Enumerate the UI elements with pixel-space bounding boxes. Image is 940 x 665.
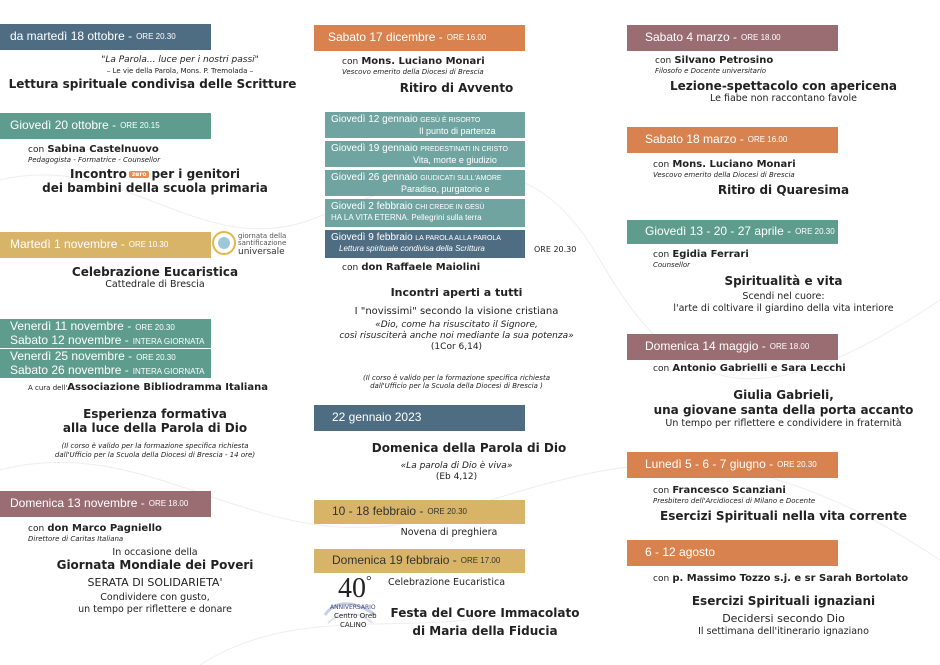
session-date: Giovedì 19 gennaio — [331, 143, 418, 154]
speaker-name: Silvano Petrosino — [674, 55, 774, 66]
con-label: con — [342, 263, 359, 273]
event-bar — [627, 220, 838, 244]
event-date: 10 - 18 febbraio - — [332, 504, 424, 519]
speaker-name: p. Massimo Tozzo s.j. e sr Sarah Bortolato — [672, 573, 909, 584]
event-date: Sabato 17 dicembre - — [328, 30, 443, 45]
speaker-role: Pedagogista - Formatrice - Counsellor — [28, 156, 161, 164]
event-title: Festa del Cuore Immacolato — [390, 606, 580, 620]
speaker — [653, 485, 786, 496]
session-bar — [325, 230, 525, 258]
session-bar — [325, 170, 525, 196]
event-bar — [314, 549, 525, 573]
event-bar — [314, 500, 525, 524]
event-line: SERATA DI SOLIDARIETA' — [87, 576, 223, 589]
event-subtitle: Un tempo per riflettere e condividere in fraternità — [665, 418, 902, 429]
event-bar — [627, 540, 838, 566]
event-time: ORE 18.00 — [741, 33, 781, 43]
event-time: ORE 18.00 — [148, 499, 189, 509]
con-label: con — [653, 250, 670, 260]
event-date: Sabato 18 marzo - — [645, 132, 744, 147]
session-date: Giovedì 26 gennaio — [331, 172, 418, 183]
event-subtitle: l'arte di coltivare il giardino della vita interiore — [673, 303, 894, 314]
event-title: Domenica della Parola di Dio — [371, 441, 567, 455]
anniversary-number — [338, 575, 372, 603]
event-time: ORE 20.30 — [777, 460, 817, 470]
zero-badge: zero — [129, 171, 150, 178]
con-label: con — [342, 57, 359, 67]
speaker — [342, 262, 480, 273]
event-quote: così risusciterà anche noi mediante la sua potenza» — [339, 331, 574, 341]
event-time: ORE 18.00 — [769, 342, 810, 352]
event-time: ORE 20.30 — [795, 227, 835, 237]
course-note: (Il corso è valido per la formazione specifica richiesta — [61, 442, 249, 450]
speaker-role: Vescovo emerito della Diocesi di Brescia — [653, 171, 795, 179]
event-date: Domenica 13 novembre - — [10, 496, 145, 511]
con-label: con — [653, 574, 670, 584]
event-title-line2: dei bambini della scuola primaria — [42, 181, 268, 195]
event-title: Esercizi Spirituali ignaziani — [691, 594, 876, 608]
event-subtitle: – Le vie della Parola, Mons. P. Tremolada – — [106, 67, 254, 75]
event-time: ORE 20.30 — [427, 507, 467, 517]
event-title — [0, 167, 310, 181]
event-date: Venerdì 25 novembre - — [10, 348, 133, 363]
speaker — [653, 249, 749, 260]
event-line: Condividere con gusto, — [100, 592, 210, 603]
event-bar — [627, 127, 838, 153]
event-line: un tempo per riflettere e donare — [78, 604, 232, 615]
session-date: Giovedì 2 febbraio — [331, 201, 413, 212]
session-date: Giovedì 12 gennaio — [331, 114, 418, 125]
session-subtitle: Paradiso, purgatorio e — [401, 184, 490, 194]
speaker — [653, 159, 796, 170]
event-date: Domenica 19 febbraio - — [332, 553, 457, 568]
speaker-role: Counsellor — [653, 261, 691, 269]
organizer — [28, 382, 268, 393]
session-bar — [325, 199, 525, 227]
event-quote-ref: (Eb 4,12) — [435, 472, 478, 482]
session-bar — [325, 112, 525, 138]
event-title: Spiritualità e vita — [724, 274, 843, 288]
event-title: Lettura spirituale condivisa delle Scritture — [8, 77, 297, 91]
con-label: con — [653, 486, 670, 496]
event-bar — [314, 405, 525, 431]
event-bar — [0, 491, 211, 517]
event-time: INTERA GIORNATA — [132, 336, 205, 346]
event-title: Lezione-spettacolo con apericena — [670, 79, 897, 93]
event-time: ORE 20.30 — [135, 322, 175, 332]
event-theme: I "novissimi" secondo la visione cristiana — [354, 306, 559, 317]
event-date: 6 - 12 agosto — [645, 545, 716, 560]
number: 40 — [338, 573, 366, 604]
event-quote: «Dio, come ha risuscitato il Signore, — [375, 320, 538, 330]
speaker-name: Sabina Castelnuovo — [47, 144, 159, 155]
con-label: con — [28, 145, 45, 155]
event-title: Giornata Mondiale dei Poveri — [56, 558, 254, 572]
event-time: ORE 16.00 — [446, 33, 487, 43]
event-date: Sabato 4 marzo - — [645, 30, 738, 45]
speaker-name: Mons. Luciano Monari — [361, 56, 485, 67]
event-time: INTERA GIORNATA — [132, 366, 205, 376]
event-bar — [0, 232, 211, 258]
event-date: Giovedì 20 ottobre - — [10, 118, 117, 133]
event-title: Ritiro di Avvento — [399, 81, 514, 95]
logo-line: giornata della — [238, 232, 287, 240]
speaker-role: Vescovo emerito della Diocesi di Brescia — [342, 68, 484, 76]
event-heading: Incontri aperti a tutti — [390, 286, 523, 299]
con-label: con — [28, 524, 45, 534]
title-part: Incontro — [70, 167, 127, 181]
event-time: ORE 17.00 — [460, 556, 501, 566]
event-subtitle: Celebrazione Eucaristica — [388, 577, 506, 588]
organizer-label: A cura dell' — [28, 384, 68, 392]
event-date: Martedì 1 novembre - — [10, 237, 125, 252]
session-theme: PREDESTINATI IN CRISTO — [420, 146, 508, 153]
con-label: con — [653, 160, 670, 170]
session-theme: CHI CREDE IN GESÙ — [415, 204, 485, 211]
speaker — [342, 56, 485, 67]
course-note: (Il corso è valido per la formazione specifica richiesta — [363, 374, 550, 382]
speaker-name: Antonio Gabrielli e Sara Lecchi — [672, 363, 846, 374]
event-time: ORE 20.30 — [136, 32, 176, 42]
event-bar — [0, 24, 211, 50]
speaker-name: don Raffaele Maiolini — [361, 262, 481, 273]
degree: ° — [366, 574, 372, 589]
santification-logo-text — [238, 233, 286, 257]
logo-line: santificazione — [238, 239, 287, 248]
event-bar — [0, 349, 211, 378]
event-date: 22 gennaio 2023 — [332, 410, 422, 425]
speaker-name: Mons. Luciano Monari — [672, 159, 796, 170]
session-bar — [325, 141, 525, 167]
event-time: ORE 20.30 — [136, 352, 176, 362]
speaker-role: Presbitero dell'Arcidiocesi di Milano e Docente — [653, 497, 816, 505]
event-bar — [627, 25, 838, 51]
event-title-line2: alla luce della Parola di Dio — [62, 421, 248, 435]
event-date: Sabato 12 novembre - — [10, 332, 129, 347]
event-subtitle: Decidersi secondo Dio — [722, 612, 845, 625]
logo-line: universale — [238, 246, 285, 257]
speaker-role: Filosofo e Docente universitario — [655, 67, 767, 75]
event-bar — [627, 452, 838, 478]
event-bar — [314, 25, 525, 51]
speaker — [28, 523, 162, 534]
speaker-name: Francesco Scanziani — [672, 485, 786, 496]
event-title: Giulia Gabrieli, — [733, 388, 834, 402]
session-subtitle: HA LA VITA ETERNA. Pellegrini sulla terra — [331, 213, 482, 222]
event-date: Sabato 26 novembre - — [10, 362, 129, 377]
event-title-line2: una giovane santa della porta accanto — [653, 403, 914, 417]
event-quote: «La parola di Dio è viva» — [400, 461, 513, 471]
event-title-line2: di Maria della Fiducia — [412, 624, 558, 638]
event-title: Celebrazione Eucaristica — [71, 265, 239, 279]
session-theme: GIUDICATI SULL'AMORE — [420, 175, 502, 182]
session-theme: LA PAROLA ALLA PAROLA — [415, 235, 501, 242]
speaker — [653, 363, 846, 374]
event-date: Giovedì 13 - 20 - 27 aprile - — [645, 224, 792, 239]
course-note: dall'Ufficio per la Scuola della Diocesi di Brescia ) — [370, 382, 543, 390]
event-time: ORE 10.30 — [128, 240, 169, 250]
center-name: Centro Oreb — [334, 612, 377, 620]
event-bar — [0, 319, 211, 348]
event-date: da martedì 18 ottobre - — [10, 29, 133, 44]
event-quote: "La Parola... luce per i nostri passi" — [101, 55, 259, 65]
session-subtitle: Vita, morte e giudizio — [413, 155, 497, 165]
event-subtitle: Le fiabe non raccontano favole — [709, 93, 858, 104]
event-subtitle: Scendi nel cuore: — [742, 291, 825, 302]
event-quote-ref: (1Cor 6,14) — [430, 342, 483, 352]
speaker-name: don Marco Pagniello — [47, 523, 162, 534]
santification-logo-icon — [211, 230, 237, 256]
event-subtitle: Il settimana dell'itinerario ignaziano — [698, 626, 869, 637]
session-subtitle: Lettura spirituale condivisa della Scrittura — [339, 244, 485, 253]
center-place: CALINO — [340, 621, 367, 629]
speaker-name: Egidia Ferrari — [672, 249, 749, 260]
event-subtitle: Novena di preghiera — [400, 527, 498, 538]
speaker-role: Direttore di Caritas Italiana — [28, 535, 124, 543]
speaker — [655, 55, 773, 66]
course-note: dall'Ufficio per la Scuola della Diocesi di Brescia - 14 ore) — [54, 451, 256, 459]
organizer-name: Associazione Bibliodramma Italiana — [67, 382, 268, 393]
event-title: Esperienza formativa — [83, 407, 227, 421]
event-subtitle: Cattedrale di Brescia — [105, 279, 205, 290]
event-date: Lunedì 5 - 6 - 7 giugno - — [645, 457, 774, 472]
speaker — [28, 144, 159, 155]
event-time: ORE 16.00 — [747, 135, 788, 145]
session-time: ORE 20.30 — [534, 245, 577, 254]
event-date: Domenica 14 maggio - — [645, 339, 766, 354]
speaker — [653, 573, 908, 584]
con-label: con — [655, 56, 672, 66]
session-subtitle: Il punto di partenza — [419, 126, 496, 136]
event-title: Esercizi Spirituali nella vita corrente — [660, 509, 907, 523]
event-time: ORE 20.15 — [120, 121, 160, 131]
con-label: con — [653, 364, 670, 374]
event-bar — [0, 113, 211, 139]
session-date: Giovedì 9 febbraio — [331, 232, 413, 243]
anniversary-label: ANNIVERSARIO — [330, 604, 376, 611]
event-title: Ritiro di Quaresima — [717, 183, 850, 197]
event-bar — [627, 334, 838, 360]
event-date: Venerdì 11 novembre - — [10, 318, 132, 333]
session-theme: GESÙ È RISORTO — [420, 117, 481, 124]
event-line: In occasione della — [112, 547, 198, 558]
title-part: per i genitori — [151, 167, 240, 181]
